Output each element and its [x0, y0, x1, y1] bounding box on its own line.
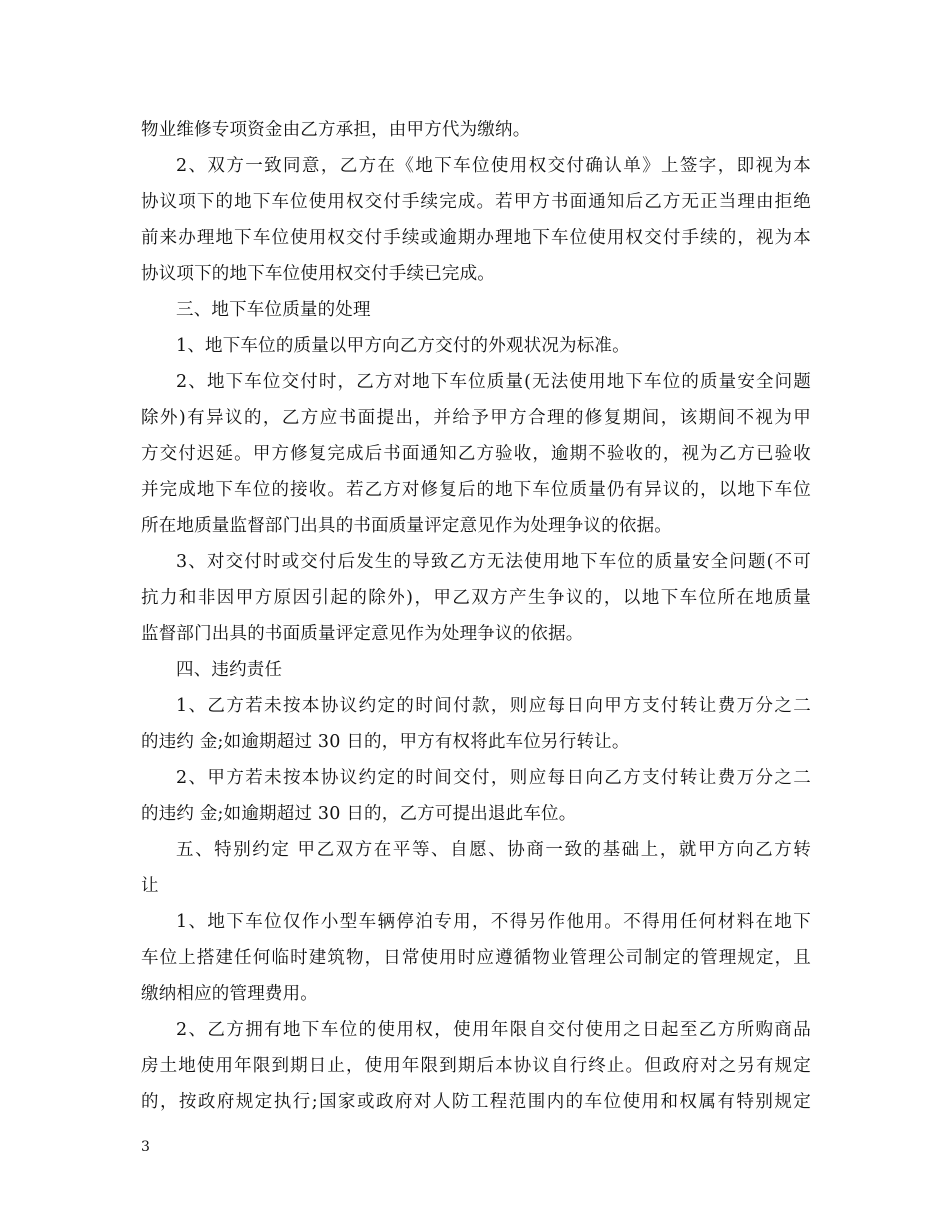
text-line: 让	[141, 876, 159, 896]
text-line: 3、对交付时或交付后发生的导致乙方无法使用地下车位的质量安全问题(不可	[176, 552, 811, 572]
text-line: 协议项下的地下车位使用权交付手续已完成。	[141, 264, 495, 284]
text-line: 1、地下车位的质量以甲方向乙方交付的外观状况为标准。	[176, 336, 630, 356]
page-number: 3	[141, 1139, 150, 1155]
text-line: 方交付迟延。甲方修复完成后书面通知乙方验收，逾期不验收的，视为乙方已验收	[141, 444, 811, 464]
text-line: 三、地下车位质量的处理	[176, 300, 371, 320]
text-line: 2、双方一致同意，乙方在《地下车位使用权交付确认单》上签字，即视为本	[176, 156, 811, 176]
text-line: 前来办理地下车位使用权交付手续或逾期办理地下车位使用权交付手续的，视为本	[141, 228, 811, 248]
text-line: 所在地质量监督部门出具的书面质量评定意见作为处理争议的依据。	[141, 516, 672, 536]
text-line: 的违约 金;如逾期超过 30 日的，甲方有权将此车位另行转让。	[141, 732, 630, 752]
text-line: 抗力和非因甲方原因引起的除外)，甲乙双方产生争议的，以地下车位所在地质量	[141, 588, 811, 608]
text-line: 车位上搭建任何临时建筑物，日常使用时应遵循物业管理公司制定的管理规定，且	[141, 948, 811, 968]
text-line: 1、地下车位仅作小型车辆停泊专用，不得另作他用。不得用任何材料在地下	[176, 912, 811, 932]
text-line: 2、乙方拥有地下车位的使用权，使用年限自交付使用之日起至乙方所购商品	[176, 1020, 811, 1040]
text-line: 1、乙方若未按本协议约定的时间付款，则应每日向甲方支付转让费万分之二	[176, 696, 811, 716]
text-line: 缴纳相应的管理费用。	[141, 984, 318, 1004]
text-line: 物业维修专项资金由乙方承担，由甲方代为缴纳。	[141, 120, 531, 140]
text-line: 五、特别约定 甲乙双方在平等、自愿、协商一致的基础上，就甲方向乙方转	[176, 840, 811, 860]
text-line: 2、甲方若未按本协议约定的时间交付，则应每日向乙方支付转让费万分之二	[176, 768, 811, 788]
text-line: 的，按政府规定执行;国家或政府对人防工程范围内的车位使用和权属有特别规定	[141, 1092, 811, 1112]
text-line: 协议项下的地下车位使用权交付手续完成。若甲方书面通知后乙方无正当理由拒绝	[141, 192, 811, 212]
text-line: 四、违约责任	[176, 660, 283, 680]
text-line: 房土地使用年限到期日止，使用年限到期后本协议自行终止。但政府对之另有规定	[141, 1056, 811, 1076]
text-line: 监督部门出具的书面质量评定意见作为处理争议的依据。	[141, 624, 584, 644]
text-line: 的违约 金;如逾期超过 30 日的，乙方可提出退此车位。	[141, 804, 577, 824]
document-body	[141, 112, 811, 1120]
text-line: 并完成地下车位的接收。若乙方对修复后的地下车位质量仍有异议的，以地下车位	[141, 480, 811, 500]
text-line: 2、地下车位交付时，乙方对地下车位质量(无法使用地下车位的质量安全问题	[176, 372, 811, 392]
text-line: 除外)有异议的，乙方应书面提出，并给予甲方合理的修复期间，该期间不视为甲	[141, 408, 811, 428]
